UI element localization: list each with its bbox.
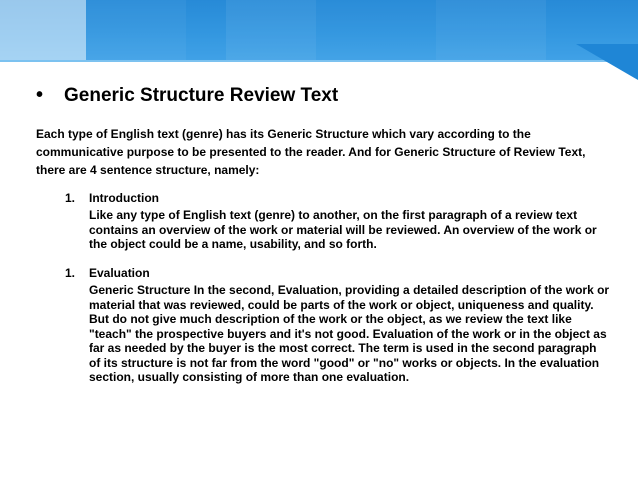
title-bullet: • [36,84,44,106]
list-item-head [65,265,610,281]
list-item-number: 1. [65,266,76,280]
header-tile [86,0,186,60]
list-item-evaluation [65,265,610,385]
list-item-heading: Introduction [89,191,159,205]
header-corner-shape [576,44,638,80]
slide-title: Generic Structure Review Text [64,84,339,106]
list-item-introduction [65,190,610,252]
list-item-heading: Evaluation [89,266,150,280]
header-tile [0,0,86,60]
header-tile [186,0,226,60]
list-item-body: Generic Structure In the second, Evaluation, providing a detailed description of the work or material that was reviewed, could be parts of the work or object, uniqueness and quality. But do not give much description of the work or the object, as we review the text like "teach" the prospective buyers and it's not good. Evaluation of the work or in the object as far as needed by the buyer is the most correct. The term is used in the second paragraph of its structure is not far from the word "good" or "no" works or objects. In the evaluation section, usually consisting of more than one evaluation. [89,283,610,384]
header-band [0,0,638,62]
header-tile [226,0,316,60]
list-item-head [65,190,610,206]
header-divider [0,60,638,62]
list-item-number: 1. [65,191,76,205]
title-row [36,84,338,107]
list-item-body: Like any type of English text (genre) to another, on the first paragraph of a review text contains an overview of the work or material will be reviewed. An overview of the work or the object could be a name, usability, and so forth. [89,208,597,251]
header-tile [436,0,546,60]
header-tile [316,0,436,60]
intro-paragraph: Each type of English text (genre) has its Generic Structure which vary according to the communicative purpose to be presented to the reader. And for Generic Structure of Review Text, there are 4 sentence structure, namely: [36,127,586,177]
